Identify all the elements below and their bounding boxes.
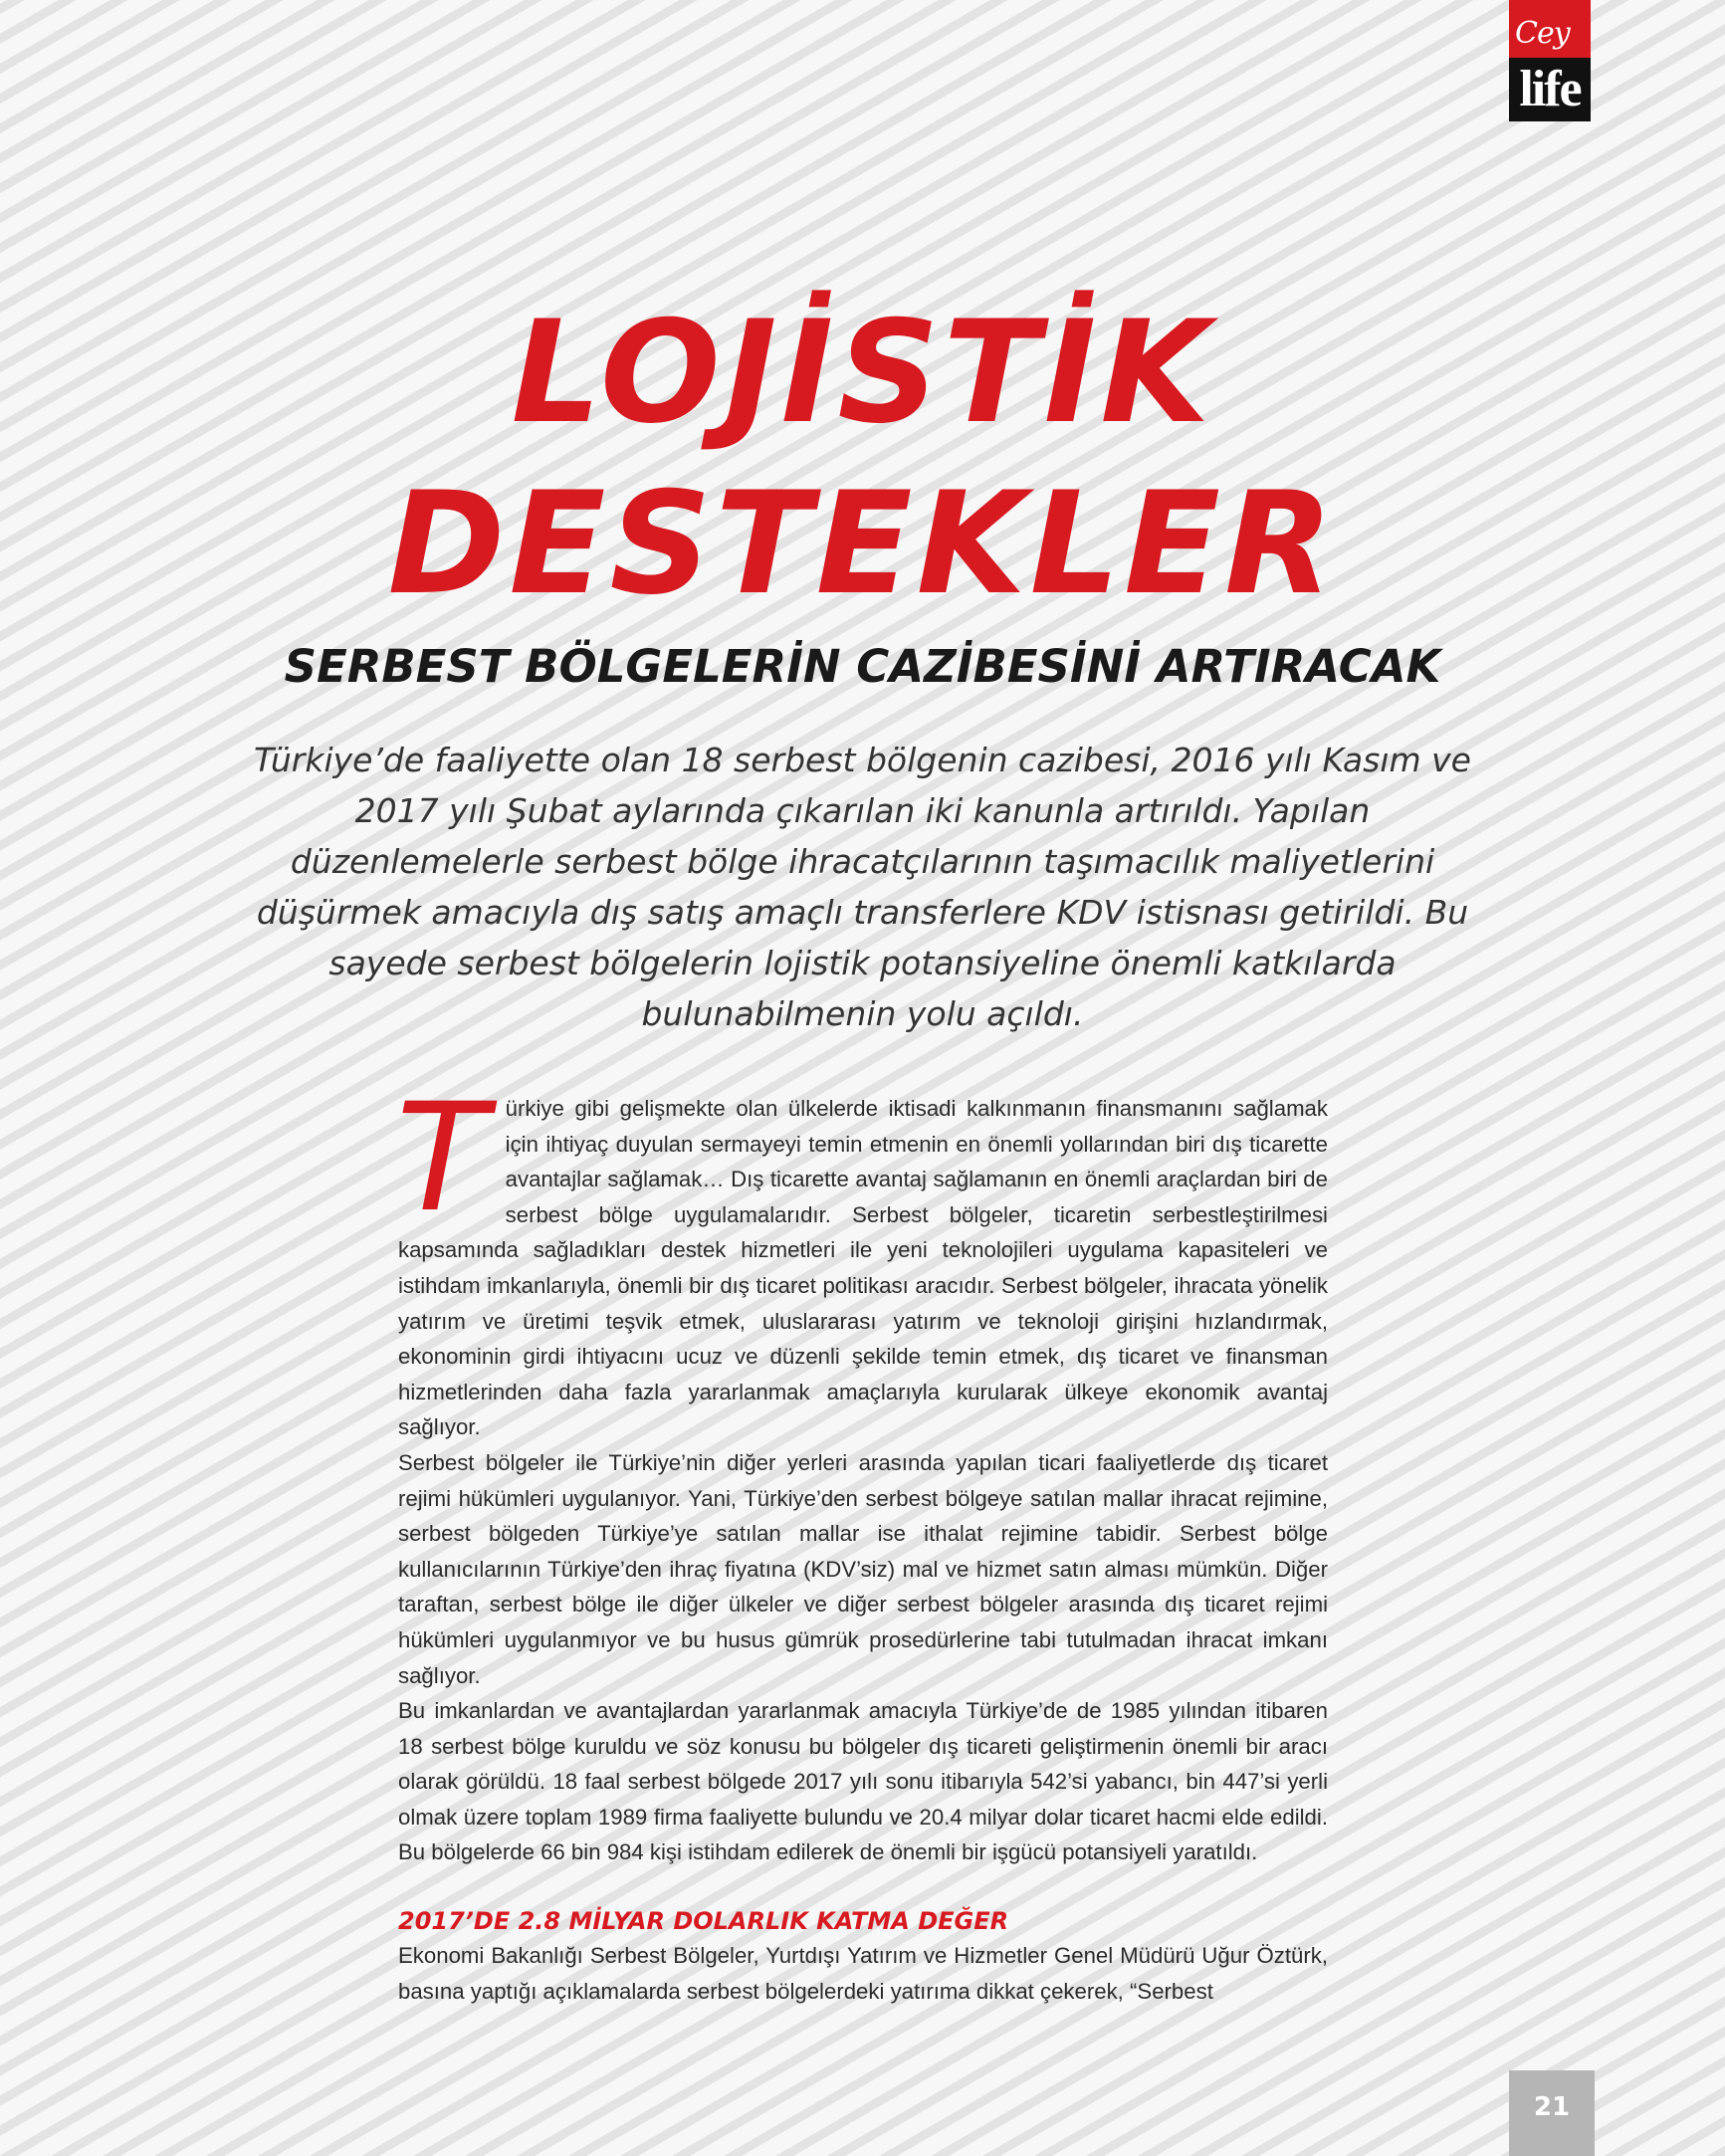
brand-logo (1509, 0, 1591, 121)
logo-script-text: Cey (1515, 16, 1570, 51)
body-paragraph-3: Bu imkanlardan ve avantajlardan yararlanmak amacıyla Türkiye’de de 1985 yılından itibaren 18 serbest bölge kuruldu ve söz konusu bu bölgeler dış ticareti geliştirmenin önemli bir aracı olarak görüldü. 18 faal serbest bölgede 2017 yılı sonu itibarıyla 542’si yabancı, bin 447’si yerli olmak üzere toplam 1989 firma faaliyette bulundu ve 20.4 milyar dolar ticaret hacmi elde edildi. Bu bölgelerde 66 bin 984 kişi istihdam edilerek de önemli bir işgücü potansiyeli yaratıldı. (398, 1698, 1328, 1865)
body-paragraph-1: ürkiye gibi gelişmekte olan ülkelerde iktisadi kalkınmanın finansmanını sağlamak için ihtiyaç duyulan sermayeyi temin etmenin en önemli yollarından biri dış ticarette avantajlar sağlamak… Dış ticarette avantaj sağlamanın en önemli araçlardan biri de serbest bölge uygulamalarıdır. Serbest bölgeler, ticaretin serbestleştirilmesi kapsamında sağladıkları destek hizmetleri ile yeni teknolojileri uygulama kapasiteleri ve istihdam imkanlarıyla, önemli bir dış ticaret politikası aracıdır. Serbest bölgeler, ihracata yönelik yatırım ve üretimi teşvik etmek, uluslararası yatırım ve teknoloji girişini hızlandırmak, ekonominin girdi ihtiyacını ucuz ve düzenli şekilde temin etmek, dış ticaret ve finansman hizmetlerinden daha fazla yararlanmak amaçlarıyla kurularak ülkeye ekonomik avantaj sağlıyor. (398, 1096, 1328, 1440)
article-subtitle: SERBEST BÖLGELERİN CAZİBESİNİ ARTIRACAK (284, 640, 1441, 693)
section-heading: 2017’DE 2.8 MİLYAR DOLARLIK KATMA DEĞER (398, 1907, 1009, 1936)
page-number-box (1509, 2070, 1595, 2156)
article-lead: Türkiye’de faaliyette olan 18 serbest bölgenin cazibesi, 2016 yılı Kasım ve 2017 yılı Şubat aylarında çıkarılan iki kanunla artırıldı. Yapılan düzenlemelerle serbest bölge ihracatçılarının taşımacılık maliyetlerini düşürmek amacıyla dış satış amaçlı transferlere KDV istisnası getirildi. Bu sayede serbest bölgelerin lojistik potansiyeline önemli katkılarda bulunabilmenin yolu açıldı. (254, 741, 1471, 1033)
page-number: 21 (1533, 2092, 1571, 2122)
article-title-line-2: DESTEKLER (387, 462, 1338, 626)
drop-cap: T (396, 1072, 488, 1245)
article-body (396, 1072, 1328, 2009)
article-title-line-1: LOJİSTİK (511, 291, 1214, 455)
logo-word-text: life (1519, 61, 1581, 117)
body-paragraph-4: Ekonomi Bakanlığı Serbest Bölgeler, Yurtdışı Yatırım ve Hizmetler Genel Müdürü Uğur Öztürk, basına yaptığı açıklamalarda serbest bölgelerdeki yatırıma dikkat çekerek, “Serbest (398, 1943, 1328, 2004)
body-paragraph-2: Serbest bölgeler ile Türkiye’nin diğer yerleri arasında yapılan ticari faaliyetlerde dış ticaret rejimi hükümleri uygulanıyor. Yani, Türkiye’den serbest bölgeye satılan mallar ihracat rejimine, serbest bölgeden Türkiye’ye satılan mallar ise ithalat rejimine tabidir. Serbest bölge kullanıcılarının Türkiye’den ihraç fiyatına (KDV’siz) mal ve hizmet satın alması mümkün. Diğer taraftan, serbest bölge ile diğer ülkeler ve diğer serbest bölgeler arasında dış ticaret rejimi hükümleri uygulanmıyor ve bu husus gümrük prosedürlerine tabi tutulmadan ihracat imkanı sağlıyor. (398, 1449, 1328, 1688)
